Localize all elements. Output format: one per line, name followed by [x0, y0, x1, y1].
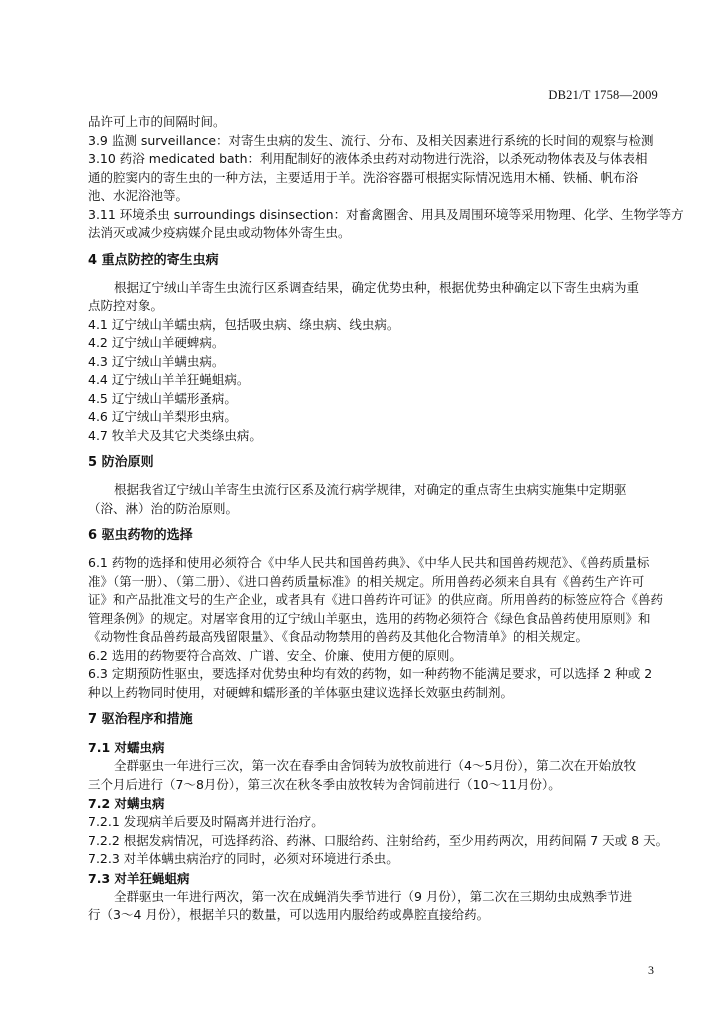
- body-line: 准》（第一册）、（第二册）、《进口兽药质量标准》的相关规定。所用兽药必须来自具有《兽药生产许可: [88, 573, 645, 589]
- list-item: 4.7 牧羊犬及其它犬类绦虫病。: [88, 427, 262, 443]
- page-body: [88, 113, 684, 925]
- list-item: 4.6 辽宁绒山羊梨形虫病。: [88, 409, 237, 424]
- list-item: 4.4 辽宁绒山羊羊狂蝇蛆病。: [88, 372, 250, 387]
- subsection-7-3-heading: 7.3 对羊狂蝇蛆病: [88, 870, 190, 886]
- list-item: 4.3 辽宁绒山羊螨虫病。: [88, 353, 225, 369]
- body-line: 全群驱虫一年进行两次，第一次在成蝇消失季节进行（9 月份），第二次在三期幼虫成熟季节进: [114, 888, 633, 904]
- body-line: 6.3 定期预防性驱虫，要选择对优势虫种均有效的药物，如一种药物不能满足要求，可以选择 2 种或 2: [88, 666, 653, 681]
- document-code: DB21/T 1758—2009: [548, 88, 658, 102]
- body-line: 种以上药物同时使用，对硬蜱和蠕形蚤的羊体驱虫建议选择长效驱虫药制剂。: [88, 684, 514, 700]
- subsection-7-2-heading: 7.2 对螨虫病: [88, 796, 165, 811]
- body-line: 根据辽宁绒山羊寄生虫流行区系调查结果，确定优势虫种，根据优势虫种确定以下寄生虫病为重: [114, 279, 640, 295]
- body-line: 3.10 药浴 medicated bath：利用配制好的液体杀虫药对动物进行洗浴，以杀死动物体表及与体表相: [88, 151, 648, 166]
- body-line: 点防控对象。: [88, 298, 164, 313]
- list-item: 4.1 辽宁绒山羊蠕虫病，包括吸虫病、绦虫病、线虫病。: [88, 316, 400, 332]
- body-line: 通的腔窦内的寄生虫的一种方法，主要适用于羊。洗浴容器可根据实际情况选用木桶、铁桶、帆布浴: [88, 169, 639, 185]
- page-number: 3: [648, 963, 654, 977]
- body-line: 三个月后进行（7～8月份），第三次在秋冬季由放牧转为舍饲前进行（10～11月份）。: [88, 776, 561, 792]
- body-line: 品许可上市的间隔时间。: [88, 114, 226, 129]
- body-line: 3.11 环境杀虫 surroundings disinsection：对畜禽圈舍、用具及周围环境等采用物理、化学、生物学等方: [88, 206, 684, 222]
- body-line: 池、水泥浴池等。: [88, 188, 189, 203]
- body-line: 6.1 药物的选择和使用必须符合《中华人民共和国兽药典》、《中华人民共和国兽药规范》、《兽药质量标: [88, 555, 650, 570]
- body-line: 全群驱虫一年进行三次，第一次在春季由舍饲转为放牧前进行（4～5月份），第二次在开始放牧: [114, 758, 637, 773]
- section-4-heading: 4 重点防控的寄生虫病: [88, 252, 219, 268]
- body-line: （浴、淋）治的防治原则。: [88, 500, 239, 516]
- body-line: 证》和产品批准文号的生产企业，或者具有《进口兽药许可证》的供应商。所用兽药的标签应符合《兽药: [88, 592, 664, 607]
- body-line: 《动物性食品兽药最高残留限量》、《食品动物禁用的兽药及其他化合物清单》的相关规定。: [88, 629, 589, 644]
- section-5-heading: 5 防治原则: [88, 455, 154, 470]
- body-line: 根据我省辽宁绒山羊寄生虫流行区系及流行病学规律，对确定的重点寄生虫病实施集中定期驱: [114, 482, 627, 497]
- body-line: 7.2.3 对羊体螨虫病治疗的同时，必须对环境进行杀虫。: [88, 851, 399, 866]
- subsection-7-1-heading: 7.1 对蠕虫病: [88, 740, 165, 755]
- list-item: 4.2 辽宁绒山羊硬蜱病。: [88, 335, 225, 350]
- body-line: 3.9 监测 surveillance：对寄生虫病的发生、流行、分布、及相关因素进行系统的长时间的观察与检测: [88, 132, 654, 148]
- section-6-heading: 6 驱虫药物的选择: [88, 528, 193, 543]
- section-7-heading: 7 驱治程序和措施: [88, 712, 193, 727]
- body-line: 7.2.2 根据发病情况，可选择药浴、药淋、口服给药、注射给药，至少用药两次，用药间隔 7 天或 8 天。: [88, 832, 669, 848]
- body-line: 法消灭或减少疫病媒介昆虫或动物体外寄生虫。: [88, 225, 351, 240]
- body-line: 行（3～4 月份），根据羊只的数量，可以选用内服给药或鼻腔直接给药。: [88, 907, 490, 922]
- list-item: 4.5 辽宁绒山羊蠕形蚤病。: [88, 390, 237, 406]
- body-line: 管理条例》的规定。对屠宰食用的辽宁绒山羊驱虫，选用的药物必须符合《绿色食品兽药使用原则》和: [88, 610, 651, 626]
- body-line: 7.2.1 发现病羊后要及时隔离并进行治疗。: [88, 814, 324, 829]
- body-line: 6.2 选用的药物要符合高效、广谱、安全、价廉、使用方便的原则。: [88, 647, 462, 663]
